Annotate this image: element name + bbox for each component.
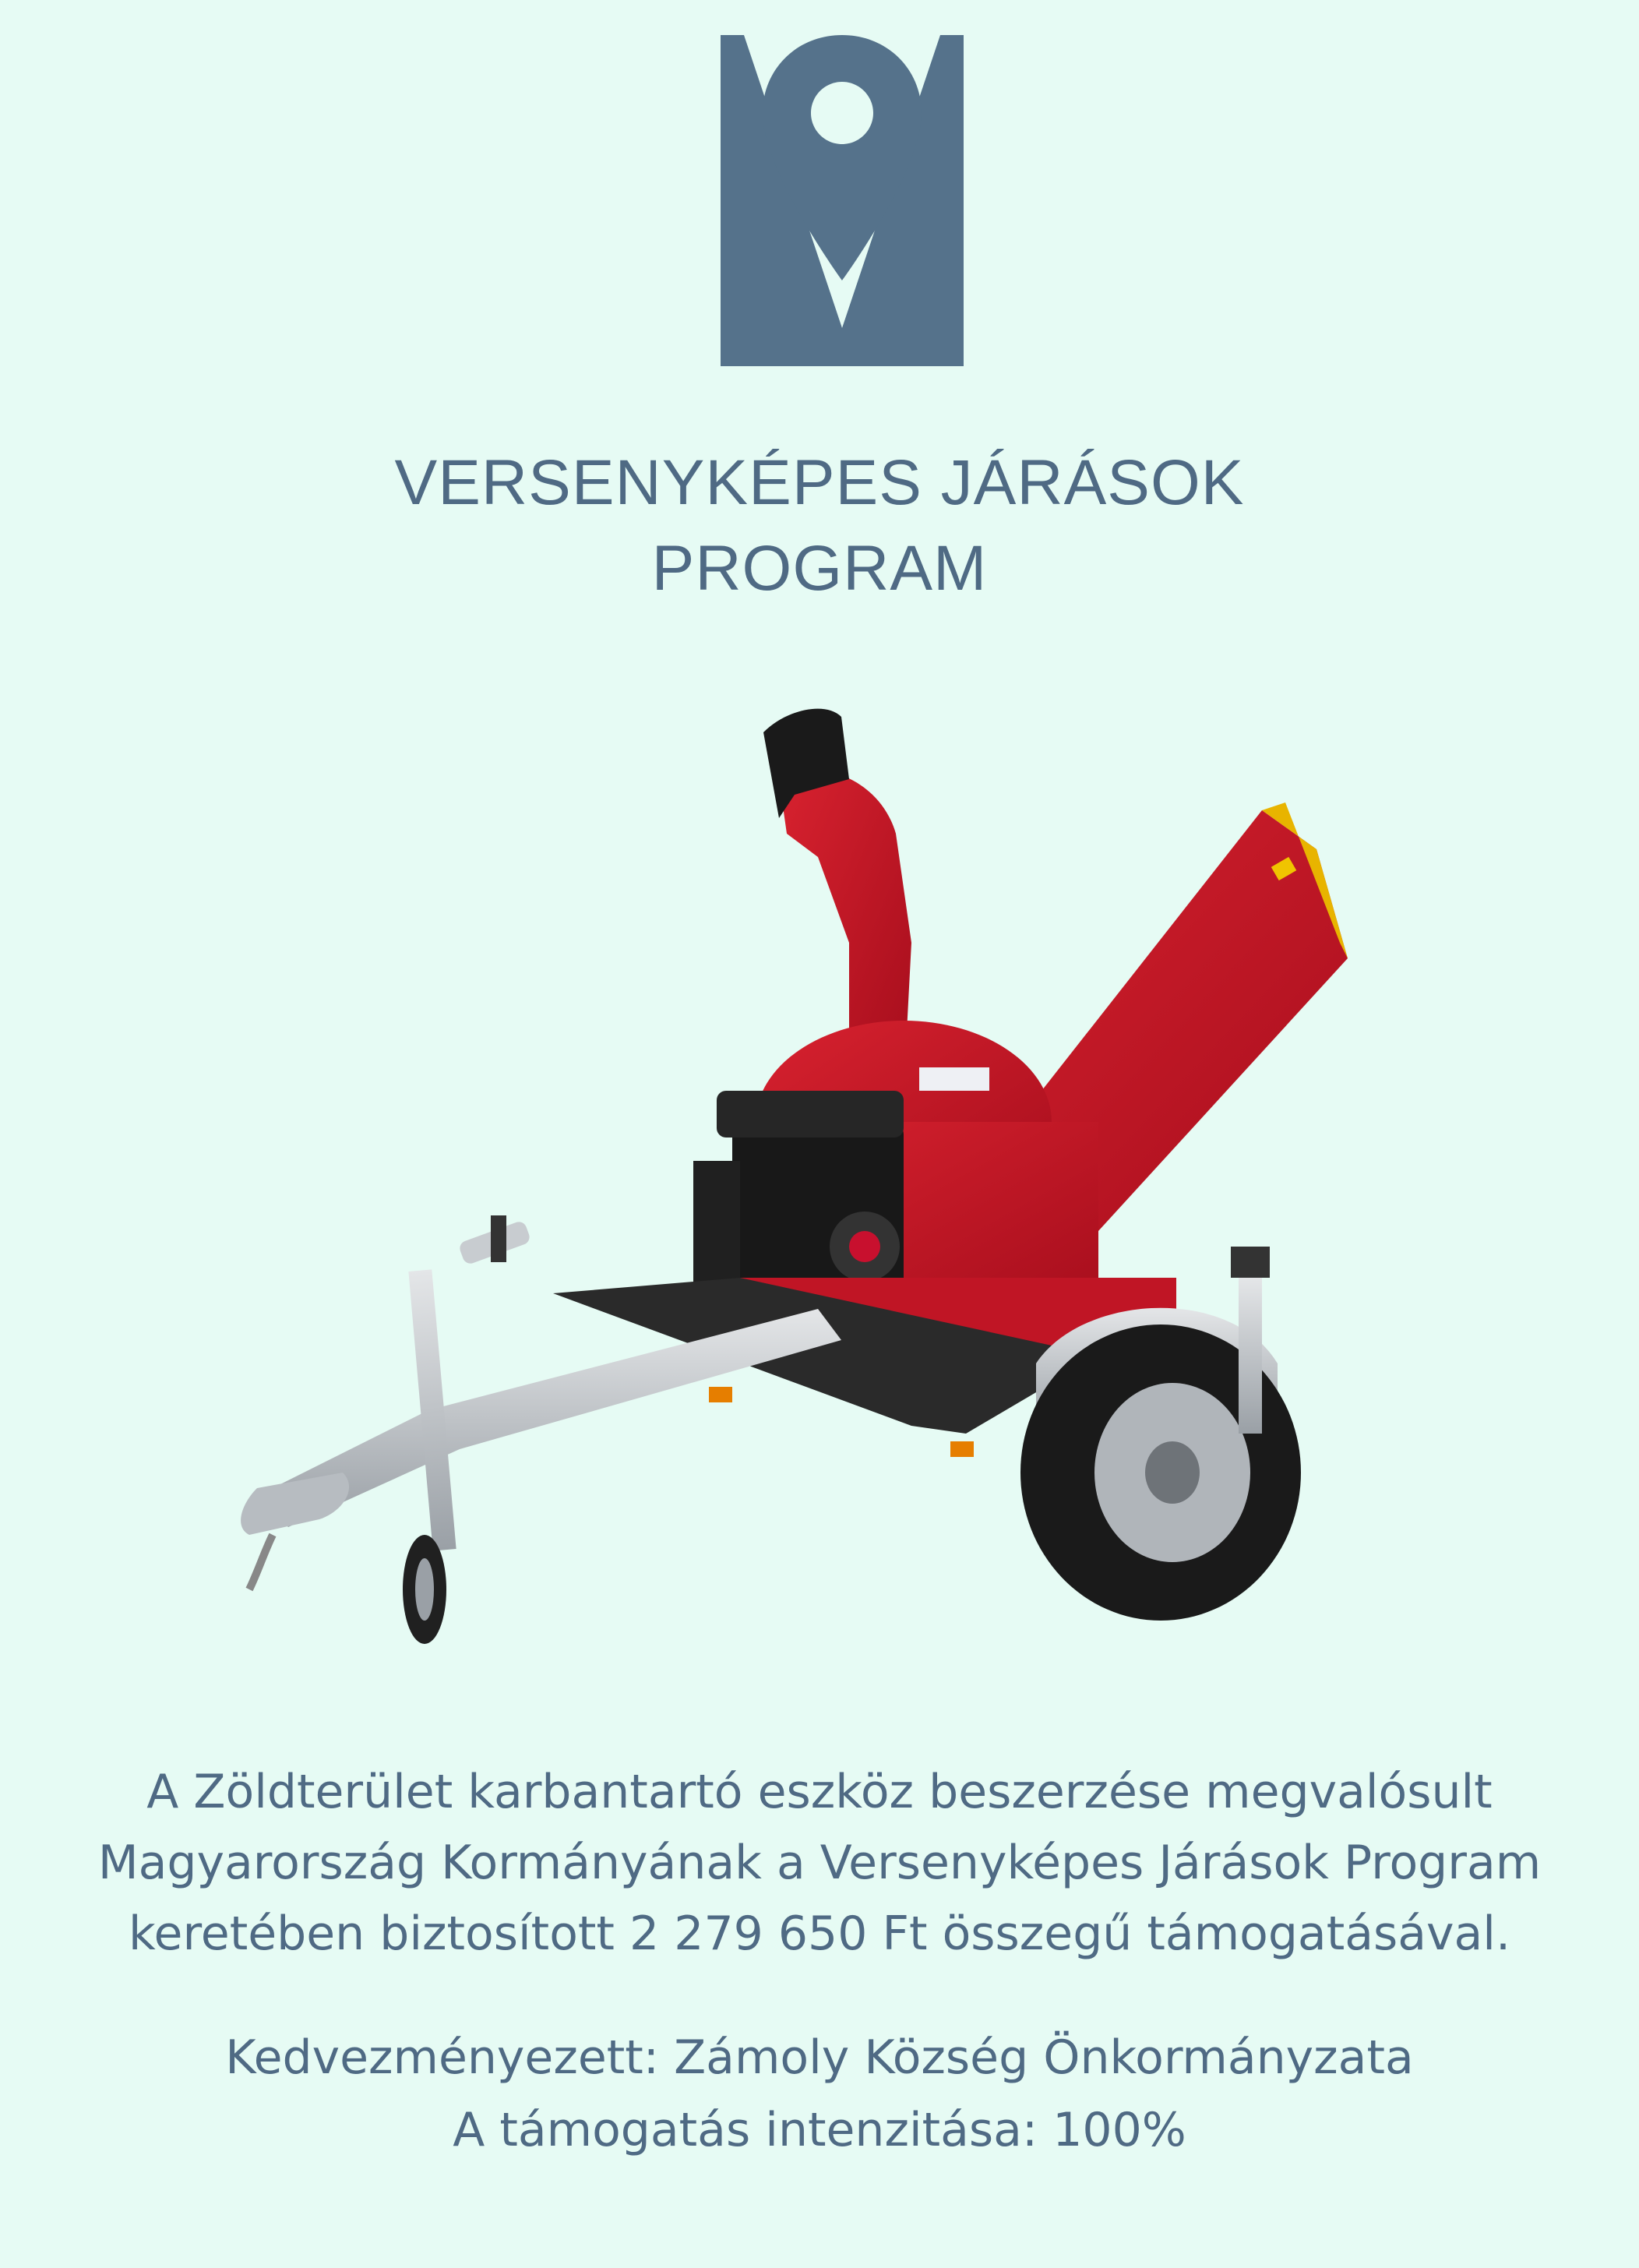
description-line-2: Magyarország Kormányának a Versenyképes Járások Program (97, 1836, 1542, 1890)
program-title (0, 440, 1639, 612)
beneficiary-text: Kedvezményezett: Zámoly Község Önkormányzata (225, 2030, 1414, 2085)
program-title-line-1: VERSENYKÉPES JÁRÁSOK (394, 447, 1245, 518)
wood-chipper-trailer-icon (226, 686, 1441, 1667)
program-title-line-2: PROGRAM (651, 533, 988, 604)
description-line-1: A Zöldterület karbantartó eszköz beszerzése megvalósult (146, 1765, 1493, 1819)
funding-description (0, 1757, 1639, 1970)
description-line-3: keretében biztosított 2 279 650 Ft összegű támogatásával. (128, 1906, 1511, 1961)
intensity-text: A támogatás intenzitása: 100% (453, 2103, 1186, 2157)
map-pin-v-icon (721, 35, 964, 366)
project-meta (0, 2022, 1639, 2167)
